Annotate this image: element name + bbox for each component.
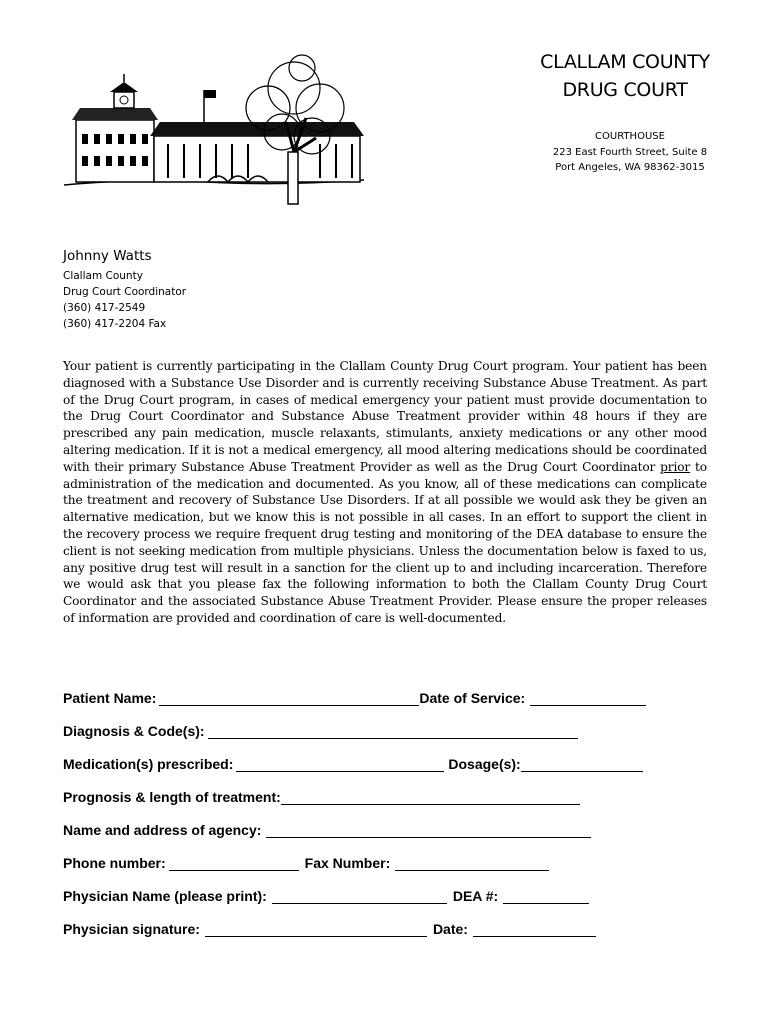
coordinator-phone: (360) 417-2549 [63, 302, 146, 314]
form-row-patient [63, 673, 646, 706]
org-title-line-2: DRUG COURT [562, 79, 688, 101]
diagnosis-field[interactable] [208, 724, 578, 739]
physician-form [63, 673, 646, 937]
coordinator-contact [63, 246, 186, 332]
date-of-service-field[interactable] [530, 691, 646, 706]
coordinator-name: Johnny Watts [63, 248, 152, 264]
phone-field[interactable] [169, 856, 299, 871]
coordinator-fax: (360) 417-2204 Fax [63, 318, 167, 330]
courthouse-illustration [58, 52, 368, 222]
date-of-service-label: Date of Service: [419, 690, 526, 706]
letter-text-part-2: to administration of the medication and documented. As you know, all of these medications can complicate the treatment and recovery of Substance Use Disorders. If at all possible we would ask they be given an alternative medication, but we know this is not possible in all cases. In an effort to support the client in the recovery process we require frequent drug testing and monitoring of the DEA database to ensure the client is not seeking medication from multiple physicians. Unless the documentation below is faxed to us, any positive drug test will result in a sanction for the client up to and including incarceration. Therefore we would ask that you please fax the following information to both the Clallam County Drug Court Coordinator and the associated Substance Abuse Treatment Provider. Please ensure the proper releases of information are provided and coordination of care is well-documented. [63, 459, 707, 625]
fax-field[interactable] [395, 856, 549, 871]
physician-name-label: Physician Name (please print): [63, 888, 267, 904]
form-row-phone-fax [63, 838, 646, 871]
form-row-medication [63, 739, 646, 772]
signature-field[interactable] [205, 922, 427, 937]
courthouse-address [520, 129, 740, 176]
form-row-prognosis [63, 772, 646, 805]
dosage-label: Dosage(s): [448, 756, 521, 772]
form-row-physician [63, 871, 646, 904]
coordinator-title: Drug Court Coordinator [63, 286, 187, 298]
dosage-field[interactable] [521, 757, 643, 772]
form-row-signature [63, 904, 646, 937]
form-row-agency [63, 805, 646, 838]
letter-body [63, 358, 707, 627]
signature-label: Physician signature: [63, 921, 200, 937]
physician-name-field[interactable] [272, 889, 447, 904]
org-title-line-1: CLALLAM COUNTY [540, 51, 710, 73]
form-row-diagnosis [63, 706, 646, 739]
patient-name-field[interactable] [159, 691, 419, 706]
fax-label: Fax Number: [304, 855, 391, 871]
patient-name-label: Patient Name: [63, 690, 157, 706]
medication-field[interactable] [236, 757, 444, 772]
agency-label: Name and address of agency: [63, 822, 262, 838]
dea-label: DEA #: [452, 888, 499, 904]
date-label: Date: [432, 921, 468, 937]
agency-field[interactable] [266, 823, 591, 838]
medication-label: Medication(s) prescribed: [63, 756, 234, 772]
courthouse-label: COURTHOUSE [595, 131, 665, 142]
letter-emphasis-prior: prior [660, 459, 691, 474]
street-address: 223 East Fourth Street, Suite 8 [552, 146, 708, 158]
dea-field[interactable] [503, 889, 589, 904]
phone-label: Phone number: [63, 855, 166, 871]
organization-title [500, 48, 750, 104]
prognosis-field[interactable] [281, 790, 580, 805]
coordinator-county: Clallam County [63, 270, 143, 282]
letter-text-part-1: Your patient is currently participating in the Clallam County Drug Court program. Your patient has been diagnosed with a Substance Use Disorder and is currently receiving Substance Abuse Treatment. As part of the Drug Court program, in cases of medical emergency your patient must provide documentation to the Drug Court Coordinator and Substance Abuse Treatment provider within 48 hours if they are prescribed any pain medication, muscle relaxants, stimulants, anxiety medications or any other mood altering medication. If it is not a medical emergency, all mood altering medications should be coordinated with their primary Substance Abuse Treatment Provider as well as the Drug Court Coordinator [63, 359, 707, 474]
diagnosis-label: Diagnosis & Code(s): [63, 723, 205, 739]
prognosis-label: Prognosis & length of treatment: [63, 789, 281, 805]
date-field[interactable] [473, 922, 596, 937]
city-state-zip: Port Angeles, WA 98362-3015 [555, 162, 705, 173]
